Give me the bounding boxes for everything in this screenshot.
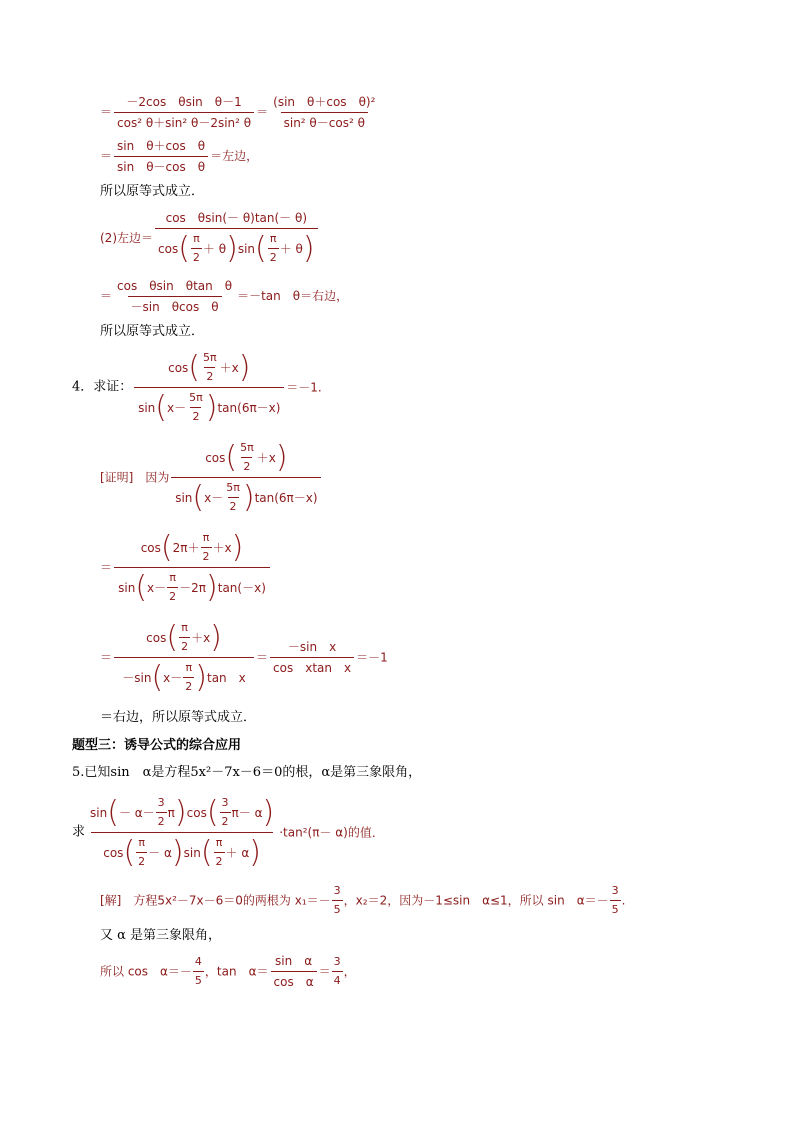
expression: π: [167, 805, 175, 820]
expression: 2π＋: [172, 540, 200, 555]
small-fraction: [179, 620, 190, 655]
function-name: sin: [237, 241, 256, 256]
function-name: cos: [146, 630, 167, 645]
solution-text: 所以 cos α＝－: [100, 964, 192, 979]
numerator: cos ( $\frac{\pi}{2}$ ＋x ): [146, 619, 222, 655]
solution-label: [解]: [100, 893, 122, 908]
conclusion-text: 所以原等式成立．: [100, 324, 205, 339]
rhs: ＝－1.: [286, 380, 322, 395]
denominator: sin θ－cos θ: [114, 156, 208, 175]
function-name: sin: [183, 845, 201, 860]
expression: tan(6π－x): [254, 490, 318, 505]
denominator: 2: [220, 812, 231, 830]
expression: ＋x: [212, 540, 232, 555]
small-fraction: [224, 480, 242, 515]
numerator: 5π: [203, 351, 217, 364]
solution-text: ，x₂＝2，因为－1≤sin α≤1，所以 sin α＝－: [343, 893, 609, 908]
small-fraction: [136, 835, 147, 870]
numerator: 3: [333, 884, 341, 897]
denominator: 2: [156, 812, 167, 830]
question-4: [72, 350, 322, 425]
denominator: 2: [136, 852, 147, 870]
function-name: cos: [168, 360, 189, 375]
numerator: 5π: [226, 481, 240, 494]
numerator: 3: [333, 955, 341, 968]
solution-text: 又 α 是第三象限角，: [100, 928, 222, 943]
fraction: [270, 94, 378, 131]
equals-sign: ＝: [100, 289, 113, 303]
fraction: [114, 138, 208, 175]
fraction: [193, 954, 204, 989]
proof1-line-1: [100, 94, 380, 131]
fraction: [332, 883, 343, 918]
fraction: [114, 530, 270, 605]
expression: π－ α: [231, 805, 263, 820]
solution-text: 方程5x²－7x－6＝0的两根为 x₁＝－: [121, 893, 331, 908]
proof4-line-3: [100, 620, 388, 695]
proof4-line-1: [100, 440, 323, 515]
denominator: cos α: [271, 971, 317, 990]
expression: x－: [147, 580, 167, 595]
function-name: sin: [118, 580, 136, 595]
denominator: sin ( x－ $\frac{5\pi}{2}$ ) tan(6π－x): [171, 477, 321, 515]
proof4-conclusion: [100, 710, 256, 726]
fraction: [114, 278, 235, 315]
denominator: 2: [190, 407, 201, 425]
numerator: 3: [221, 796, 229, 809]
small-fraction: [238, 440, 256, 475]
function-name: sin: [175, 490, 193, 505]
small-fraction: [268, 231, 279, 266]
denominator: sin² θ－cos² θ: [281, 112, 368, 131]
denominator: 2: [183, 677, 194, 695]
fraction: [332, 954, 343, 989]
expression: － α－: [118, 805, 155, 820]
denominator: 2: [179, 637, 190, 655]
equals-sign: ＝: [318, 964, 331, 979]
numerator: 3: [157, 796, 165, 809]
equals-sign: ＝: [100, 650, 113, 665]
denominator: 2: [268, 248, 279, 266]
expression: ＋ α: [225, 845, 250, 860]
small-fraction: [220, 795, 231, 830]
numerator: sin θ＋cos θ: [117, 139, 206, 153]
function-name: cos: [158, 241, 179, 256]
expression: － α: [148, 845, 172, 860]
function-name: cos: [186, 805, 207, 820]
denominator: 2: [201, 547, 212, 565]
numerator: －2cos θsin θ－1: [126, 95, 242, 109]
question-label: 4．求证：: [72, 379, 133, 395]
numerator: cos θsin θtan θ: [117, 279, 233, 293]
denominator: 2: [167, 587, 178, 605]
small-fraction: [201, 530, 212, 565]
numerator: π: [193, 232, 200, 245]
numerator: π: [138, 836, 145, 849]
denominator: 5: [610, 900, 621, 918]
function-name: sin: [138, 400, 156, 415]
expression: x－: [163, 670, 183, 685]
conclusion-text: ＝右边，所以原等式成立．: [100, 710, 257, 725]
denominator: 2: [228, 497, 239, 515]
function-name: sin: [90, 805, 108, 820]
fraction: [114, 620, 254, 695]
label: (2)左边＝: [100, 231, 153, 245]
equals-sign: ＝: [100, 105, 113, 119]
fraction: [87, 795, 277, 870]
expression: －2π: [179, 580, 207, 595]
fraction: [114, 94, 254, 131]
numerator: π: [169, 571, 176, 584]
function-name: －sin: [122, 670, 152, 685]
solution-text: ，tan α＝: [204, 964, 269, 979]
expression: tan(6π－x): [217, 400, 281, 415]
proof4-line-2: [100, 530, 272, 605]
numerator: 5π: [240, 441, 254, 454]
denominator: －sin θcos θ: [128, 296, 222, 315]
solution-text: .: [621, 893, 626, 908]
expression: ＋ θ: [202, 241, 227, 256]
equals-sign: ＝: [100, 560, 113, 575]
numerator: π: [202, 531, 210, 544]
small-fraction: [201, 350, 219, 385]
proof-label: [证明] 因为: [100, 470, 170, 485]
denominator: sin ( x－ $\frac{5\pi}{2}$ ) tan(6π－x): [134, 387, 284, 425]
expression: ＋x: [219, 360, 239, 375]
numerator: sin ( － α－ $\frac{3}{2}$ π ) cos ( $\frac{3}{2}$ π－ α ): [90, 794, 275, 830]
denominator: 2: [241, 457, 252, 475]
proof1-line-2: [100, 138, 258, 175]
section-heading: 题型三：诱导公式的综合应用: [72, 738, 242, 753]
line-tail: ＝左边，: [210, 149, 259, 163]
denominator: cos ( $\frac{\pi}{2}$ － α ) sin ( $\frac{\pi}{2}$ ＋ α ): [91, 832, 273, 870]
fraction: [155, 210, 318, 266]
numerator: cos ( $\frac{5\pi}{2}$ ＋x ): [168, 349, 251, 385]
small-fraction: [187, 390, 205, 425]
numerator: π: [185, 661, 193, 674]
denominator: 5: [193, 971, 204, 989]
function-name: cos: [205, 450, 226, 465]
fraction: [610, 883, 621, 918]
numerator: sin α: [275, 954, 313, 968]
denominator: 5: [332, 900, 343, 918]
denominator: cos ( $\frac{\pi}{2}$ ＋ θ ) sin ( $\frac{\pi}{2}$ ＋ θ ): [155, 228, 318, 266]
numerator: cos ( $\frac{5\pi}{2}$ ＋x ): [205, 439, 288, 475]
expression: tan x: [207, 670, 246, 685]
solution-text: ，: [343, 964, 356, 979]
expression-tail: ·tan²(π－ α)的值．: [279, 825, 384, 840]
solution-5-line-1: [100, 883, 625, 918]
function-name: cos: [140, 540, 161, 555]
numerator: π: [181, 621, 188, 634]
fraction: [134, 350, 284, 425]
small-fraction: [214, 835, 225, 870]
equals-sign: ＝: [256, 650, 269, 665]
denominator: 2: [214, 852, 225, 870]
small-fraction: [156, 795, 167, 830]
question-5-statement: 5.已知sin α是方程5x²－7x－6＝0的根，α是第三象限角，: [72, 765, 422, 780]
denominator: cos xtan x: [270, 657, 354, 676]
denominator: －sin ( x－ $\frac{\pi}{2}$ ) tan x: [114, 657, 254, 695]
equals-sign: ＝: [256, 105, 269, 119]
equals-sign: ＝: [100, 149, 113, 163]
fraction: [270, 639, 354, 676]
fraction: [271, 953, 317, 990]
solution-5-line-3: [100, 953, 356, 990]
numerator: 4: [194, 955, 202, 968]
line-tail: ＝－tan θ＝右边，: [237, 289, 349, 303]
ask-label: 求: [72, 824, 86, 840]
expression: ＋ θ: [279, 241, 303, 256]
numerator: cos ( 2π＋ $\frac{\pi}{2}$ ＋x ): [140, 529, 244, 565]
numerator: cos θsin(－ θ)tan(－ θ): [165, 211, 308, 225]
denominator: 2: [204, 367, 215, 385]
numerator: π: [215, 836, 223, 849]
numerator: 5π: [189, 391, 203, 404]
numerator: 3: [611, 884, 619, 897]
expression: x－: [167, 400, 187, 415]
denominator: cos² θ＋sin² θ－2sin² θ: [114, 112, 254, 131]
expression: x－: [204, 490, 224, 505]
numerator: －sin x: [287, 640, 337, 654]
proof2-line-2: [100, 278, 348, 315]
expression: ＋x: [191, 630, 211, 645]
proof2-line-1: [100, 210, 320, 266]
function-name: cos: [103, 845, 124, 860]
small-fraction: [191, 231, 202, 266]
numerator: π: [269, 232, 277, 245]
denominator: 4: [332, 971, 343, 989]
small-fraction: [167, 570, 178, 605]
numerator: (sin θ＋cos θ)²: [273, 95, 376, 109]
question-5-expression: [72, 795, 384, 870]
conclusion-text: 所以原等式成立．: [100, 184, 205, 199]
rhs: ＝－1: [356, 650, 388, 665]
denominator: 2: [191, 248, 202, 266]
expression: tan(－x): [217, 580, 266, 595]
denominator: sin ( x－ $\frac{\pi}{2}$ －2π ) tan(－x): [114, 567, 270, 605]
expression: ＋x: [256, 450, 276, 465]
fraction: [171, 440, 321, 515]
small-fraction: [183, 660, 194, 695]
